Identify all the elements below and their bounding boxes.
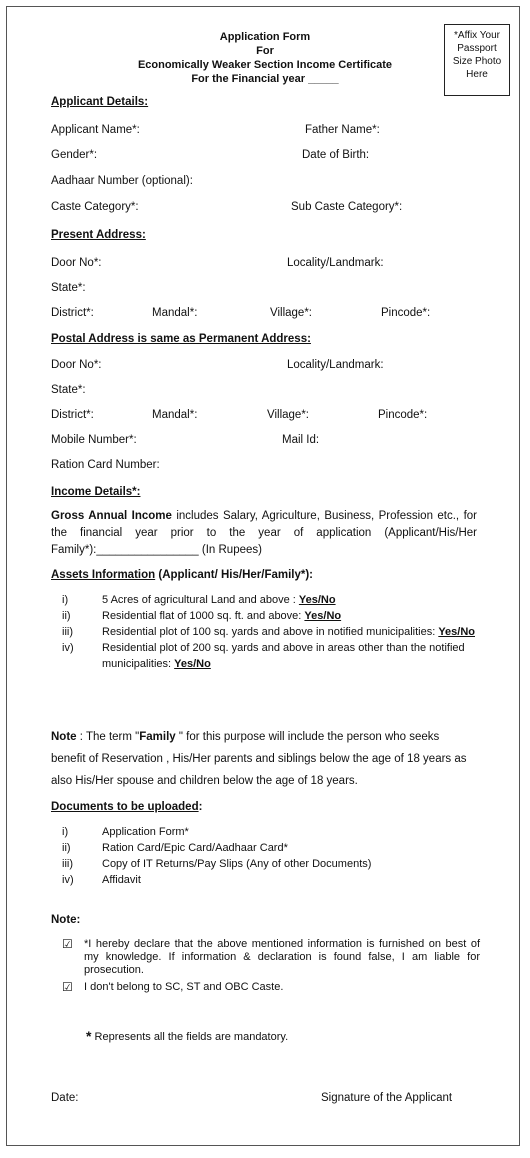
present-locality-field[interactable]: Locality/Landmark: xyxy=(287,257,384,269)
sub-caste-field[interactable]: Sub Caste Category*: xyxy=(291,201,403,213)
assets-list xyxy=(62,592,482,672)
documents-list xyxy=(62,824,482,888)
photo-text-4: Here xyxy=(466,69,488,80)
list-text: Residential plot of 200 sq. yards and above in areas other than the notified municipalities: xyxy=(102,642,465,670)
assets-heading xyxy=(51,569,313,581)
photo-text-1: *Affix Your xyxy=(454,30,500,41)
list-text: Residential plot of 100 sq. yards and above in notified municipalities: xyxy=(102,626,439,638)
checkbox-checked-icon[interactable]: ☑ xyxy=(62,980,73,994)
declaration-2-text: I don't belong to SC, ST and OBC Caste. xyxy=(84,981,284,993)
list-item xyxy=(62,824,482,840)
title-line-4: For the Financial year _____ xyxy=(191,73,339,85)
documents-heading xyxy=(51,801,202,813)
income-paragraph xyxy=(51,508,477,559)
present-pincode-field[interactable]: Pincode*: xyxy=(381,307,431,319)
applicant-details-heading: Applicant Details: xyxy=(51,96,149,108)
note-text-1: : The term " xyxy=(76,731,140,743)
checkbox-checked-icon[interactable]: ☑ xyxy=(62,937,73,951)
mobile-number-field[interactable]: Mobile Number*: xyxy=(51,434,137,446)
yes-no-option[interactable]: Yes/No xyxy=(438,626,475,638)
photo-text-3: Size Photo xyxy=(452,56,502,67)
declaration-1-text: *I hereby declare that the above mentioned information is furnished on best of my knowledge. If information & declaration is found false, I am liable for prosecution. xyxy=(84,938,480,976)
ration-card-field[interactable]: Ration Card Number: xyxy=(51,459,160,471)
yes-no-option[interactable]: Yes/No xyxy=(174,658,211,670)
passport-photo-box[interactable] xyxy=(444,24,510,96)
present-mandal-field[interactable]: Mandal*: xyxy=(152,307,198,319)
present-district-field[interactable]: District*: xyxy=(51,307,94,319)
list-text: Affidavit xyxy=(102,874,141,886)
yes-no-option[interactable]: Yes/No xyxy=(304,610,342,622)
list-number: i) xyxy=(62,594,69,606)
postal-pincode-field[interactable]: Pincode*: xyxy=(378,409,428,421)
documents-heading-label: Documents to be uploaded xyxy=(51,801,199,813)
title-line-2: For xyxy=(256,45,274,57)
mandatory-text: Represents all the fields are mandatory. xyxy=(91,1031,289,1043)
mandatory-note xyxy=(86,1028,289,1044)
list-text: Residential flat of 1000 sq. ft. and above: xyxy=(102,610,305,622)
note-text-2: " for this purpose will include the person who seeks benefit of Reservation , His/Her parents and siblings below the age of 18 years as also His/Her spouse and children below the age of 18 years. xyxy=(51,731,467,787)
present-door-field[interactable]: Door No*: xyxy=(51,257,102,269)
declaration-2[interactable] xyxy=(62,981,480,994)
list-item xyxy=(62,856,482,872)
list-text: Application Form* xyxy=(102,826,189,838)
aadhaar-field[interactable]: Aadhaar Number (optional): xyxy=(51,175,193,187)
list-number: iv) xyxy=(62,642,74,654)
list-item xyxy=(62,608,482,624)
family-term: Family xyxy=(139,731,176,743)
postal-door-field[interactable]: Door No*: xyxy=(51,359,102,371)
list-number: iii) xyxy=(62,858,73,870)
family-note xyxy=(51,726,471,792)
list-number: iii) xyxy=(62,626,73,638)
caste-category-field[interactable]: Caste Category*: xyxy=(51,201,139,213)
note-heading: Note: xyxy=(51,914,81,926)
signature-field[interactable]: Signature of the Applicant xyxy=(321,1092,453,1104)
date-field[interactable]: Date: xyxy=(51,1092,79,1104)
date-of-birth-field[interactable]: Date of Birth: xyxy=(302,149,370,161)
father-name-field[interactable]: Father Name*: xyxy=(305,124,380,136)
list-number: iv) xyxy=(62,874,74,886)
title-line-1: Application Form xyxy=(219,31,311,43)
documents-colon: : xyxy=(198,801,203,813)
list-number: ii) xyxy=(62,842,71,854)
mail-id-field[interactable]: Mail Id: xyxy=(282,434,320,446)
postal-address-heading: Postal Address is same as Permanent Address: xyxy=(51,333,311,345)
present-village-field[interactable]: Village*: xyxy=(270,307,312,319)
postal-locality-field[interactable]: Locality/Landmark: xyxy=(287,359,384,371)
postal-district-field[interactable]: District*: xyxy=(51,409,94,421)
assets-heading-label: Assets Information xyxy=(51,569,156,581)
list-number: ii) xyxy=(62,610,71,622)
declaration-1[interactable] xyxy=(62,938,480,977)
form-title xyxy=(100,30,430,86)
list-text: Ration Card/Epic Card/Aadhaar Card* xyxy=(102,842,288,854)
list-item xyxy=(62,640,482,672)
gross-income-label: Gross Annual Income xyxy=(51,510,172,522)
present-address-heading: Present Address: xyxy=(51,229,146,241)
photo-text-2: Passport xyxy=(457,43,497,54)
postal-mandal-field[interactable]: Mandal*: xyxy=(152,409,198,421)
list-text: 5 Acres of agricultural Land and above : xyxy=(102,594,299,606)
list-item xyxy=(62,592,482,608)
list-item xyxy=(62,840,482,856)
gender-field[interactable]: Gender*: xyxy=(51,149,98,161)
applicant-name-field[interactable]: Applicant Name*: xyxy=(51,124,140,136)
list-item xyxy=(62,624,482,640)
list-text: Copy of IT Returns/Pay Slips (Any of other Documents) xyxy=(102,858,372,870)
postal-village-field[interactable]: Village*: xyxy=(267,409,309,421)
present-state-field[interactable]: State*: xyxy=(51,282,86,294)
title-line-3: Economically Weaker Section Income Certificate xyxy=(137,59,393,71)
income-details-heading: Income Details*: xyxy=(51,486,141,498)
list-number: i) xyxy=(62,826,69,838)
list-item xyxy=(62,872,482,888)
note-label: Note xyxy=(51,731,77,743)
income-text[interactable]: includes Salary, Agriculture, Business, Profession etc., for the financial year prior to the year of application (Applicant/His/Her Family*):________________ (In Rupees) xyxy=(51,510,477,556)
postal-state-field[interactable]: State*: xyxy=(51,384,86,396)
assets-heading-rest: (Applicant/ His/Her/Family*): xyxy=(155,569,314,581)
asterisk: * xyxy=(86,1028,92,1044)
yes-no-option[interactable]: Yes/No xyxy=(298,594,336,606)
